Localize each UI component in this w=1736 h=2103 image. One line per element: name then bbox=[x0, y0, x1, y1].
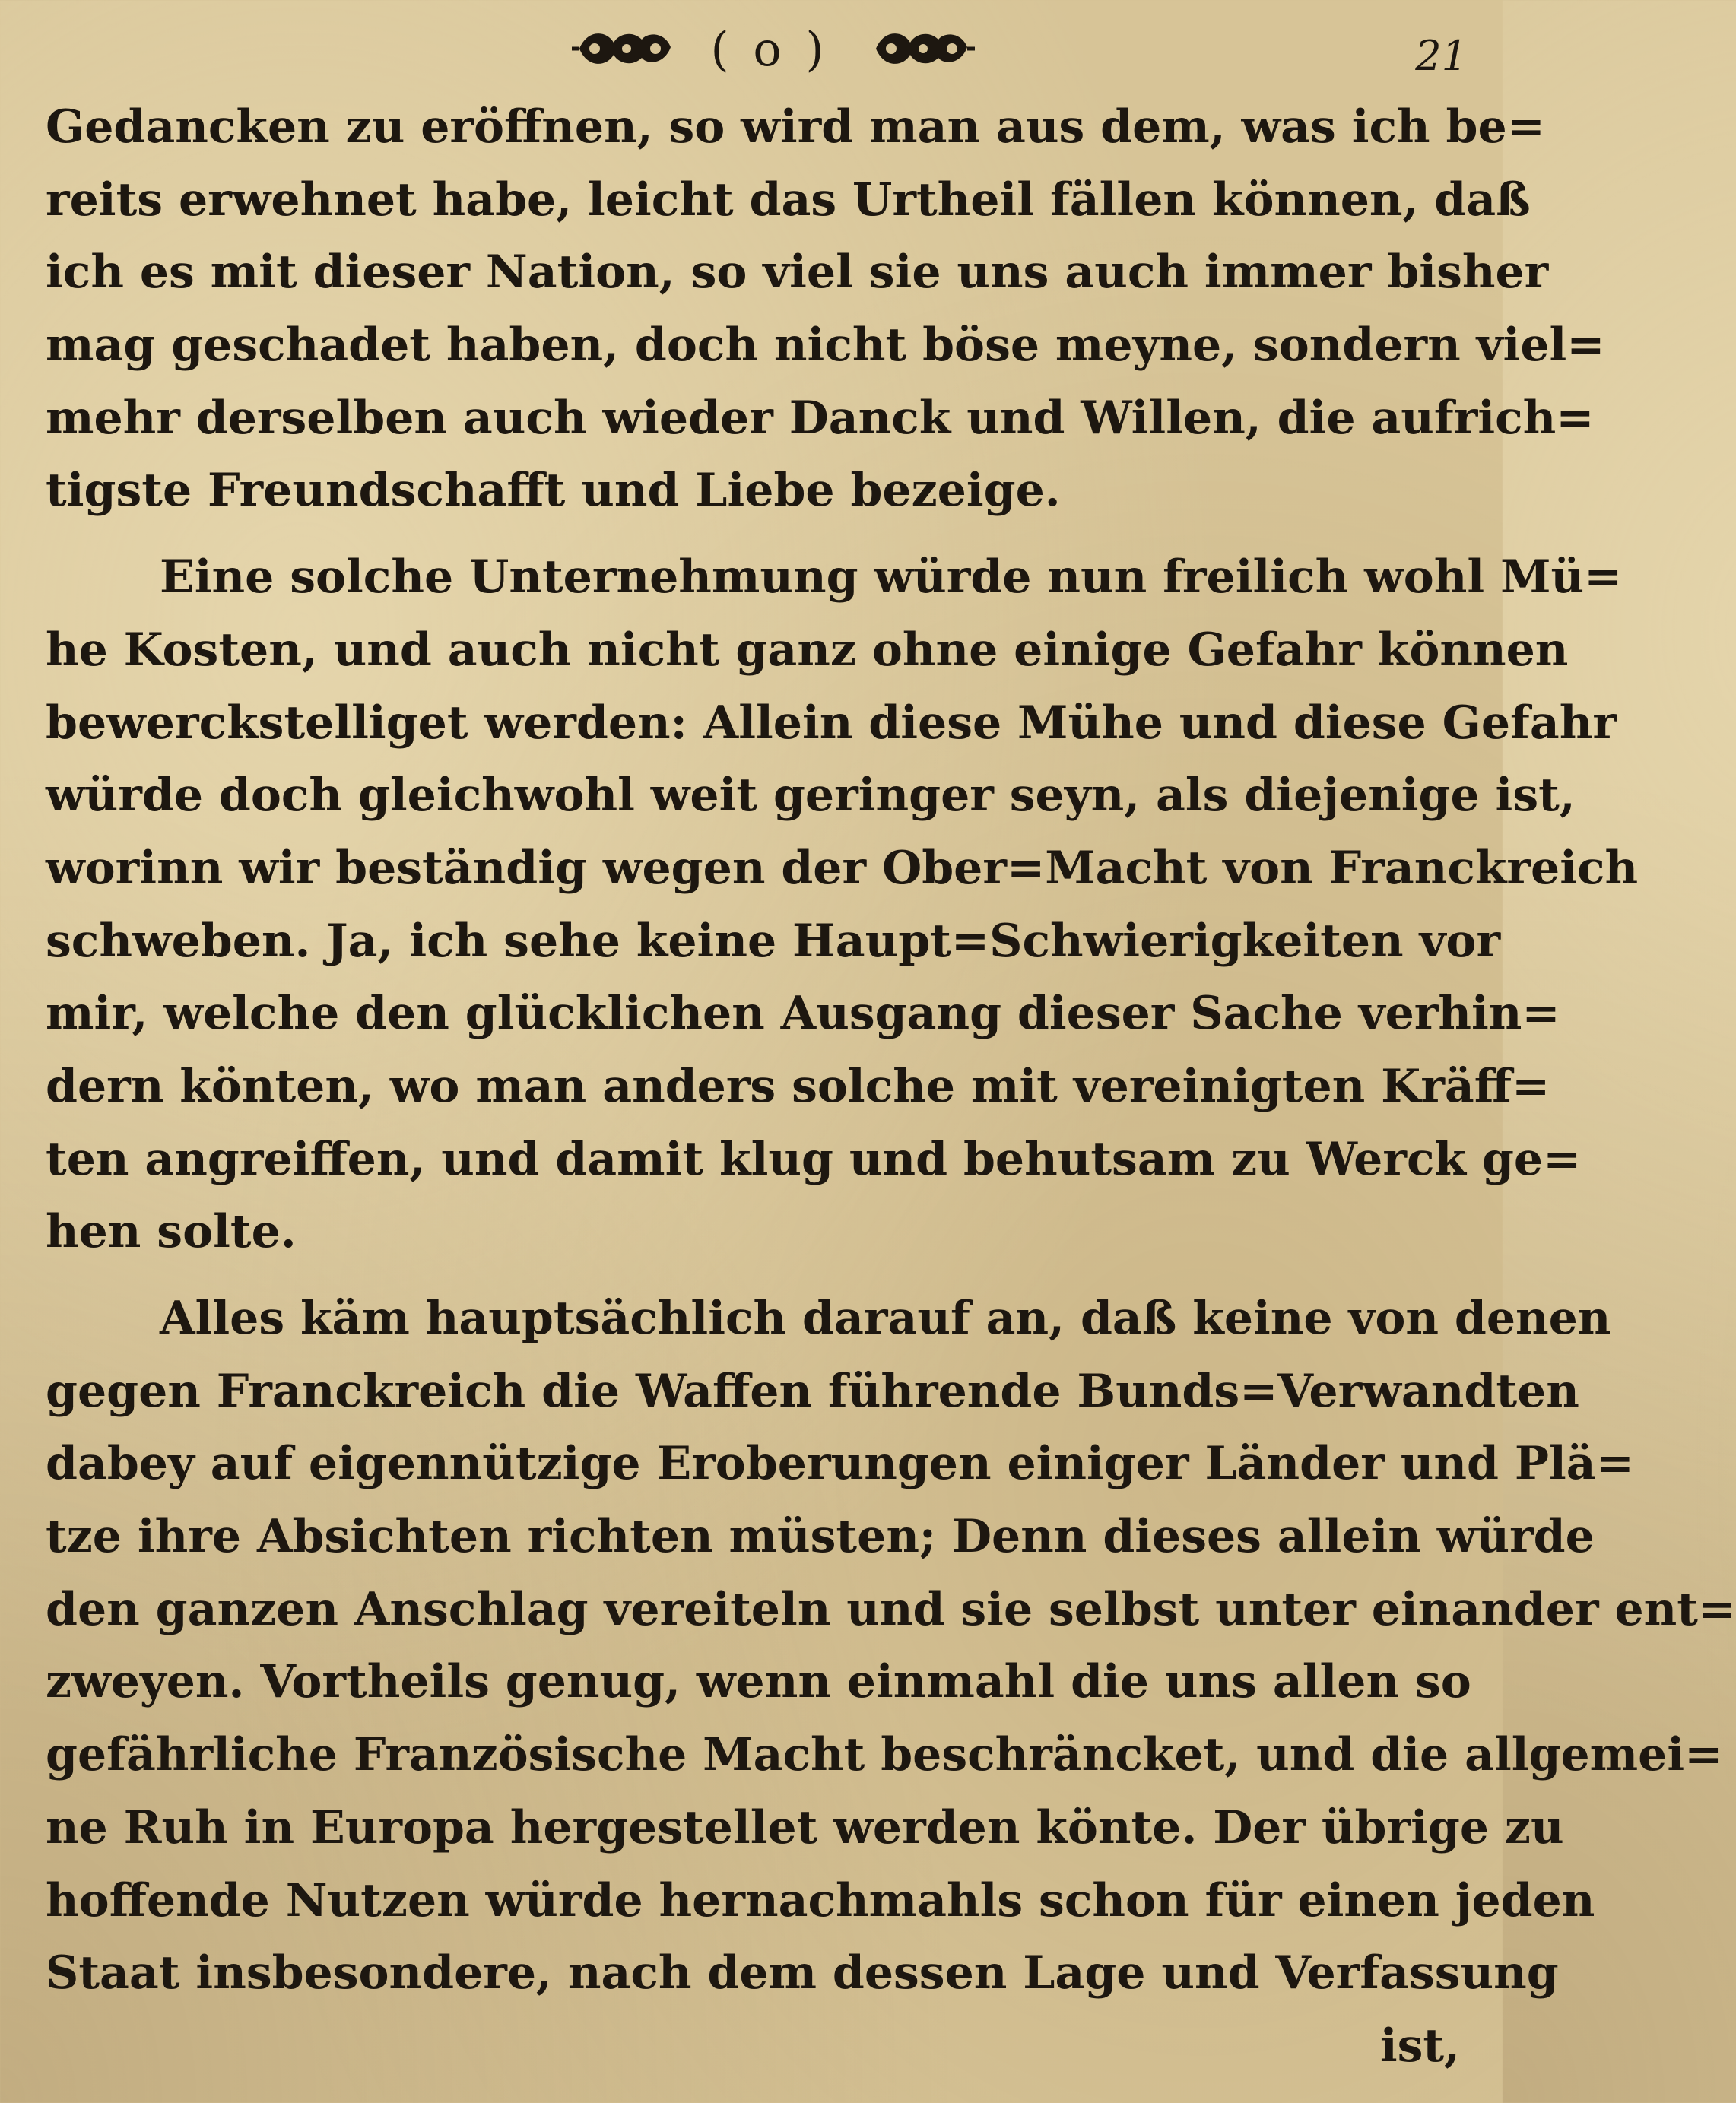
body-text bbox=[46, 91, 1736, 2083]
text-line: Staat insbesondere, nach dem dessen Lage und Verfassung bbox=[46, 1946, 1559, 2000]
text-line: dern könten, wo man anders solche mit vereinigten Kräff= bbox=[46, 1059, 1550, 1113]
text-line: mag geschadet haben, doch nicht böse meyne, sondern viel= bbox=[46, 319, 1605, 373]
page-number: 21 bbox=[1415, 32, 1468, 80]
text-line: tze ihre Absichten richten müsten; Denn dieses allein würde bbox=[46, 1510, 1595, 1564]
text-line: würde doch gleichwohl weit geringer seyn, als diejenige ist, bbox=[46, 769, 1576, 823]
paragraph-gap bbox=[46, 528, 1460, 541]
text-line: schweben. Ja, ich sehe keine Haupt=Schwierigkeiten vor bbox=[46, 914, 1501, 968]
text-line: ne Ruh in Europa hergestellet werden könte. Der übrige zu bbox=[46, 1800, 1564, 1854]
text-line: bewerckstelliget werden: Allein diese Mühe und diese Gefahr bbox=[46, 696, 1617, 750]
paragraph bbox=[46, 91, 1605, 528]
text-line: mehr derselben auch wieder Danck und Willen, die aufrich= bbox=[46, 391, 1595, 445]
text-line: gegen Franckreich die Waffen führende Bunds=Verwandten bbox=[46, 1364, 1579, 1418]
text-line: zweyen. Vortheils genug, wenn einmahl die uns allen so bbox=[46, 1655, 1471, 1709]
page-header bbox=[0, 15, 1503, 84]
catchword: ist, bbox=[1379, 2019, 1460, 2073]
text-line: Gedancken zu eröffnen, so wird man aus dem, was ich be= bbox=[46, 100, 1545, 154]
text-line: mir, welche den glücklichen Ausgang dieser Sache verhin= bbox=[46, 987, 1560, 1041]
text-line: ich es mit dieser Nation, so viel sie uns auch immer bisher bbox=[46, 246, 1549, 300]
text-line: reits erwehnet habe, leicht das Urtheil fällen können, daß bbox=[46, 173, 1531, 227]
paragraph-gap bbox=[46, 1269, 1460, 1283]
text-line: Alles käm hauptsächlich darauf an, daß keine von denen bbox=[160, 1292, 1611, 1345]
text-line: worinn wir beständig wegen der Ober=Macht von Franckreich bbox=[46, 841, 1639, 895]
paragraph bbox=[46, 1283, 1736, 2083]
header-ornament-text: ( o ) bbox=[710, 21, 829, 77]
text-line: gefährliche Französische Macht beschräncket, und die allgemei= bbox=[46, 1728, 1723, 1782]
text-line: tigste Freundschafft und Liebe bezeige. bbox=[46, 464, 1061, 518]
text-line: den ganzen Anschlag vereiteln und sie selbst unter einander ent= bbox=[46, 1582, 1736, 1636]
text-line: he Kosten, und auch nicht ganz ohne einige Gefahr können bbox=[46, 623, 1569, 677]
text-line: Eine solche Unternehmung würde nun freilich wohl Mü= bbox=[160, 550, 1623, 604]
text-line: ten angreiffen, und damit klug und behutsam zu Werck ge= bbox=[46, 1132, 1582, 1186]
text-line: dabey auf eigennützige Eroberungen einiger Länder und Plä= bbox=[46, 1437, 1634, 1491]
text-line: hoffende Nutzen würde hernachmahls schon für einen jeden bbox=[46, 1873, 1595, 1927]
text-line: hen solte. bbox=[46, 1205, 297, 1259]
paragraph bbox=[46, 541, 1639, 1269]
ornament-right-icon bbox=[868, 26, 975, 71]
ornament-left-icon bbox=[572, 26, 678, 71]
